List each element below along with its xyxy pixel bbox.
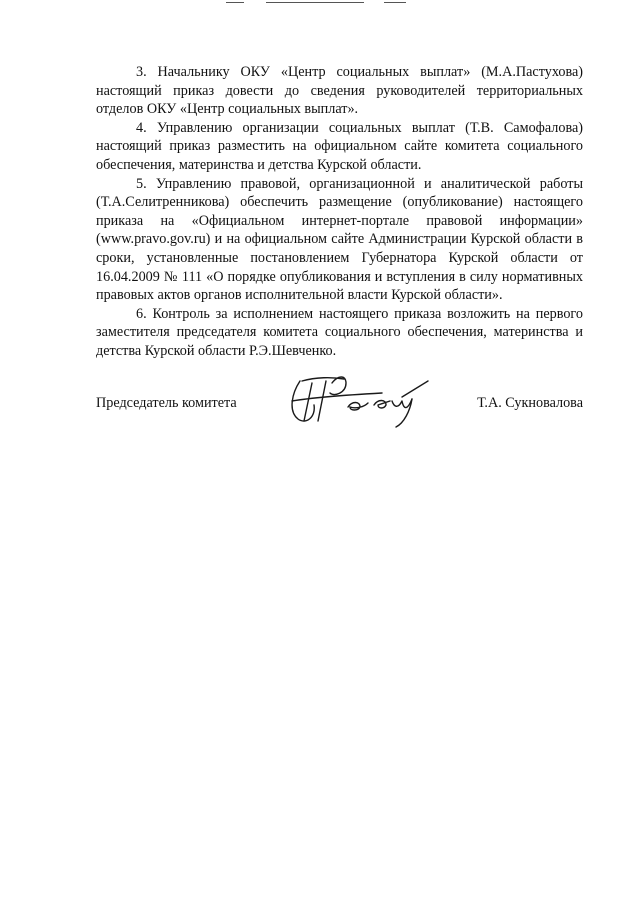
paragraph-item-5: 5. Управлению правовой, организационной и аналитической работы (Т.А.Селитренникова) обеспечить размещение (опубликование) настоящего приказа на «Официальном интернет-портале правовой информации» (www.pravo.gov.ru) и на официальном сайте Администрации Курской области в сроки, установленные постановлением Губернатора Курской области от 16.04.2009 № 111 «О порядке опубликования и вступления в силу нормативных правовых актов органов исполнительной власти Курской области». <box>96 175 583 304</box>
signatory-name: Т.А. Сукновалова <box>477 395 583 411</box>
paragraph-item-4: 4. Управлению организации социальных выплат (Т.В. Самофалова) настоящий приказ разместить на официальном сайте комитета социального обеспечения, материнства и детства Курской области. <box>96 119 583 173</box>
top-edge-rules <box>0 0 640 6</box>
signatory-title: Председатель комитета <box>96 395 237 411</box>
top-rule-segment <box>226 2 244 3</box>
handwritten-signature <box>286 371 436 429</box>
paragraph-item-6: 6. Контроль за исполнением настоящего приказа возложить на первого заместителя председателя комитета социального обеспечения, материнства и детства Курской области Р.Э.Шевченко. <box>96 305 583 359</box>
signature-block <box>96 385 583 429</box>
document-body <box>96 63 583 361</box>
top-rule-segment <box>384 2 406 3</box>
top-rule-segment <box>266 2 364 3</box>
paragraph-item-3: 3. Начальнику ОКУ «Центр социальных выплат» (М.А.Пастухова) настоящий приказ довести до сведения руководителей территориальных отделов ОКУ «Центр социальных выплат». <box>96 64 583 118</box>
